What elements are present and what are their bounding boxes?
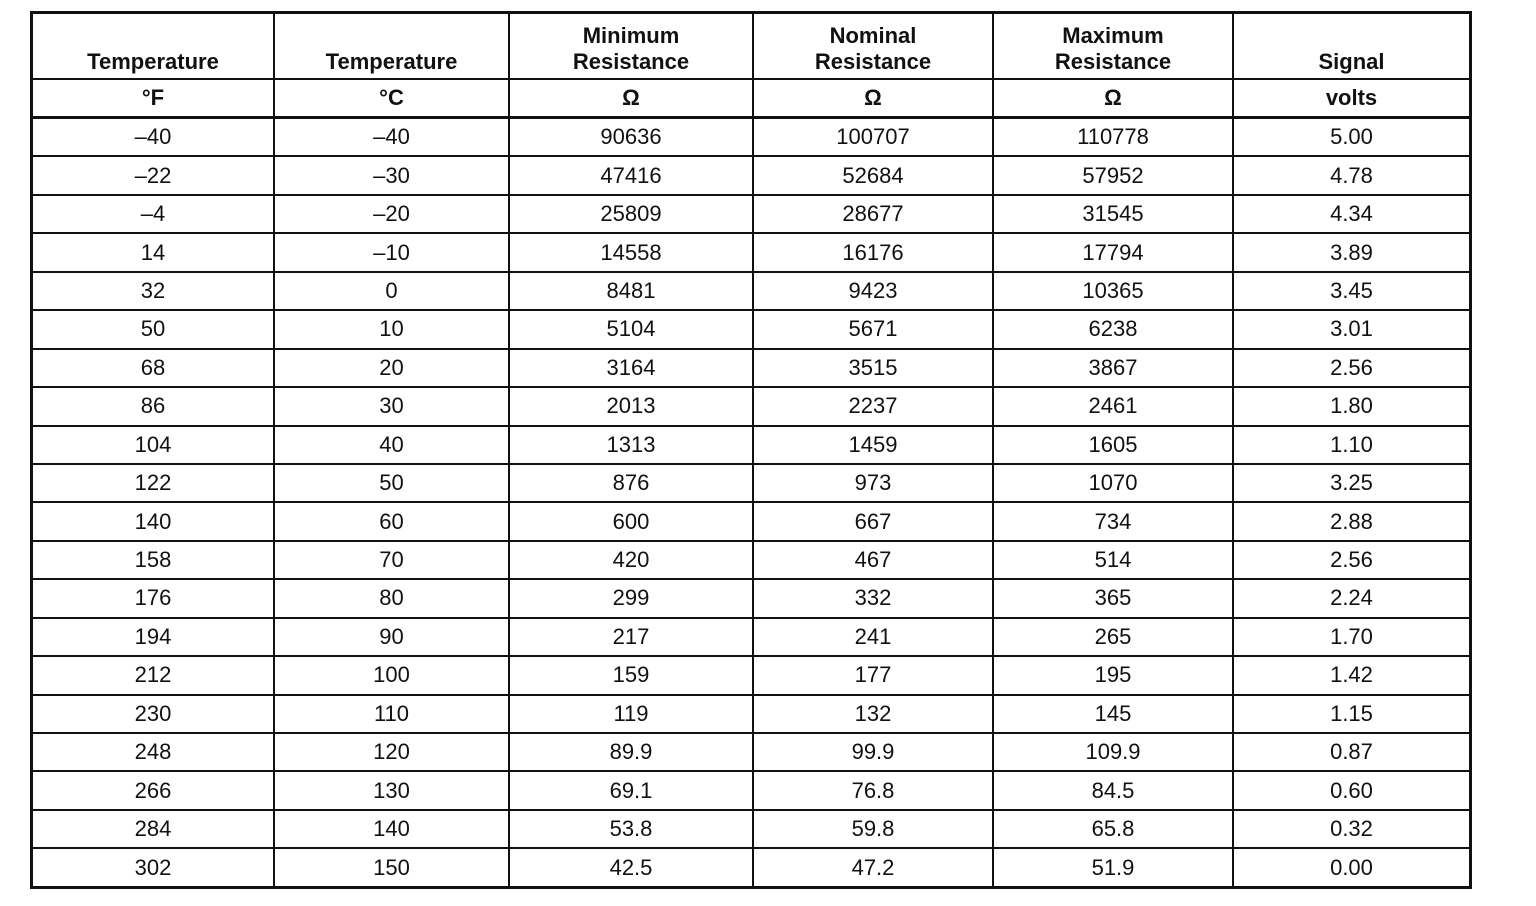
table-row: [33, 310, 1469, 348]
cell-max-resistance: 195: [993, 656, 1233, 694]
cell-max-resistance: 1605: [993, 426, 1233, 464]
cell-signal-volts: 5.00: [1233, 118, 1469, 157]
table-row: [33, 502, 1469, 540]
cell-temp-c: 30: [274, 387, 509, 425]
cell-min-resistance: 53.8: [509, 810, 753, 848]
cell-max-resistance: 514: [993, 541, 1233, 579]
cell-signal-volts: 4.78: [1233, 156, 1469, 194]
cell-min-resistance: 420: [509, 541, 753, 579]
table-row: [33, 272, 1469, 310]
header-line2: Temperature: [325, 49, 458, 74]
cell-signal-volts: 1.42: [1233, 656, 1469, 694]
cell-min-resistance: 89.9: [509, 733, 753, 771]
cell-signal-volts: 3.45: [1233, 272, 1469, 310]
table-row: [33, 810, 1469, 848]
cell-max-resistance: 57952: [993, 156, 1233, 194]
table-body: [33, 118, 1469, 887]
cell-nominal-resistance: 9423: [753, 272, 993, 310]
temperature-resistance-table-frame: [30, 11, 1472, 889]
cell-nominal-resistance: 59.8: [753, 810, 993, 848]
units-row: [33, 79, 1469, 118]
cell-min-resistance: 876: [509, 464, 753, 502]
cell-temp-f: 302: [33, 848, 274, 886]
cell-max-resistance: 31545: [993, 195, 1233, 233]
cell-min-resistance: 119: [509, 695, 753, 733]
cell-nominal-resistance: 99.9: [753, 733, 993, 771]
table-row: [33, 771, 1469, 809]
cell-temp-f: 122: [33, 464, 274, 502]
cell-temp-f: 176: [33, 579, 274, 617]
cell-temp-f: 266: [33, 771, 274, 809]
cell-min-resistance: 90636: [509, 118, 753, 157]
cell-max-resistance: 84.5: [993, 771, 1233, 809]
cell-nominal-resistance: 5671: [753, 310, 993, 348]
cell-temp-c: 10: [274, 310, 509, 348]
cell-max-resistance: 10365: [993, 272, 1233, 310]
header-minimum-resistance: [509, 14, 753, 79]
header-line2: Signal: [1318, 49, 1385, 74]
table-row: [33, 656, 1469, 694]
cell-min-resistance: 159: [509, 656, 753, 694]
cell-temp-f: 248: [33, 733, 274, 771]
table-row: [33, 349, 1469, 387]
unit-ohm-min: Ω: [509, 79, 753, 118]
cell-signal-volts: 3.89: [1233, 233, 1469, 271]
cell-min-resistance: 1313: [509, 426, 753, 464]
table-row: [33, 579, 1469, 617]
table-row: [33, 156, 1469, 194]
cell-nominal-resistance: 332: [753, 579, 993, 617]
cell-temp-c: 60: [274, 502, 509, 540]
cell-min-resistance: 42.5: [509, 848, 753, 886]
cell-signal-volts: 1.15: [1233, 695, 1469, 733]
cell-nominal-resistance: 177: [753, 656, 993, 694]
cell-temp-c: 120: [274, 733, 509, 771]
cell-temp-f: 212: [33, 656, 274, 694]
cell-temp-c: –20: [274, 195, 509, 233]
header-temperature-f: [33, 14, 274, 79]
cell-temp-c: 0: [274, 272, 509, 310]
cell-temp-f: 140: [33, 502, 274, 540]
cell-min-resistance: 600: [509, 502, 753, 540]
header-line1: Maximum: [1062, 23, 1164, 48]
cell-temp-c: 110: [274, 695, 509, 733]
cell-min-resistance: 14558: [509, 233, 753, 271]
cell-min-resistance: 3164: [509, 349, 753, 387]
cell-temp-c: 140: [274, 810, 509, 848]
cell-nominal-resistance: 467: [753, 541, 993, 579]
cell-temp-f: 230: [33, 695, 274, 733]
unit-volts: volts: [1233, 79, 1469, 118]
cell-temp-f: 284: [33, 810, 274, 848]
header-nominal-resistance: [753, 14, 993, 79]
cell-max-resistance: 3867: [993, 349, 1233, 387]
cell-temp-c: 100: [274, 656, 509, 694]
cell-nominal-resistance: 241: [753, 618, 993, 656]
table-row: [33, 695, 1469, 733]
cell-signal-volts: 2.24: [1233, 579, 1469, 617]
header-row: [33, 14, 1469, 79]
cell-max-resistance: 17794: [993, 233, 1233, 271]
header-line2: Resistance: [814, 49, 932, 74]
cell-signal-volts: 1.70: [1233, 618, 1469, 656]
cell-temp-c: 70: [274, 541, 509, 579]
cell-signal-volts: 0.87: [1233, 733, 1469, 771]
cell-temp-c: –30: [274, 156, 509, 194]
cell-temp-f: 50: [33, 310, 274, 348]
table-row: [33, 733, 1469, 771]
cell-max-resistance: 51.9: [993, 848, 1233, 886]
cell-temp-c: 150: [274, 848, 509, 886]
cell-signal-volts: 1.10: [1233, 426, 1469, 464]
cell-nominal-resistance: 2237: [753, 387, 993, 425]
table-row: [33, 195, 1469, 233]
cell-nominal-resistance: 76.8: [753, 771, 993, 809]
header-line2: Resistance: [1054, 49, 1172, 74]
cell-nominal-resistance: 1459: [753, 426, 993, 464]
header-maximum-resistance: [993, 14, 1233, 79]
cell-signal-volts: 2.56: [1233, 541, 1469, 579]
cell-nominal-resistance: 3515: [753, 349, 993, 387]
cell-temp-f: –40: [33, 118, 274, 157]
cell-max-resistance: 6238: [993, 310, 1233, 348]
cell-nominal-resistance: 667: [753, 502, 993, 540]
unit-celsius: °C: [274, 79, 509, 118]
table-row: [33, 426, 1469, 464]
table-row: [33, 541, 1469, 579]
cell-min-resistance: 2013: [509, 387, 753, 425]
table-row: [33, 848, 1469, 886]
cell-nominal-resistance: 47.2: [753, 848, 993, 886]
temperature-resistance-table: [33, 14, 1469, 886]
cell-nominal-resistance: 52684: [753, 156, 993, 194]
cell-temp-c: 40: [274, 426, 509, 464]
header-line2: Resistance: [572, 49, 690, 74]
cell-signal-volts: 0.60: [1233, 771, 1469, 809]
cell-temp-c: 90: [274, 618, 509, 656]
cell-max-resistance: 2461: [993, 387, 1233, 425]
cell-temp-f: 14: [33, 233, 274, 271]
table-row: [33, 618, 1469, 656]
cell-nominal-resistance: 973: [753, 464, 993, 502]
cell-nominal-resistance: 132: [753, 695, 993, 733]
cell-max-resistance: 109.9: [993, 733, 1233, 771]
cell-min-resistance: 217: [509, 618, 753, 656]
cell-signal-volts: 1.80: [1233, 387, 1469, 425]
cell-signal-volts: 3.25: [1233, 464, 1469, 502]
cell-signal-volts: 0.32: [1233, 810, 1469, 848]
cell-max-resistance: 110778: [993, 118, 1233, 157]
cell-temp-f: 86: [33, 387, 274, 425]
cell-min-resistance: 69.1: [509, 771, 753, 809]
table-row: [33, 233, 1469, 271]
table-row: [33, 387, 1469, 425]
cell-min-resistance: 299: [509, 579, 753, 617]
cell-signal-volts: 3.01: [1233, 310, 1469, 348]
cell-min-resistance: 25809: [509, 195, 753, 233]
cell-nominal-resistance: 28677: [753, 195, 993, 233]
cell-temp-f: 68: [33, 349, 274, 387]
cell-max-resistance: 65.8: [993, 810, 1233, 848]
cell-signal-volts: 2.88: [1233, 502, 1469, 540]
header-line2: Temperature: [87, 49, 219, 74]
cell-signal-volts: 4.34: [1233, 195, 1469, 233]
cell-temp-f: 104: [33, 426, 274, 464]
cell-min-resistance: 8481: [509, 272, 753, 310]
cell-max-resistance: 1070: [993, 464, 1233, 502]
cell-temp-f: –22: [33, 156, 274, 194]
cell-temp-f: 194: [33, 618, 274, 656]
cell-nominal-resistance: 100707: [753, 118, 993, 157]
header-temperature-c: [274, 14, 509, 79]
table-row: [33, 464, 1469, 502]
cell-temp-f: 158: [33, 541, 274, 579]
header-signal: [1233, 14, 1469, 79]
unit-ohm-max: Ω: [993, 79, 1233, 118]
cell-signal-volts: 2.56: [1233, 349, 1469, 387]
cell-temp-c: 130: [274, 771, 509, 809]
cell-temp-c: –10: [274, 233, 509, 271]
cell-max-resistance: 145: [993, 695, 1233, 733]
cell-temp-c: 20: [274, 349, 509, 387]
cell-temp-f: 32: [33, 272, 274, 310]
cell-temp-c: 80: [274, 579, 509, 617]
cell-nominal-resistance: 16176: [753, 233, 993, 271]
cell-max-resistance: 734: [993, 502, 1233, 540]
header-line1: Nominal: [829, 23, 917, 48]
cell-max-resistance: 265: [993, 618, 1233, 656]
cell-min-resistance: 47416: [509, 156, 753, 194]
header-line1: Minimum: [582, 23, 680, 48]
cell-temp-f: –4: [33, 195, 274, 233]
table-row: [33, 118, 1469, 157]
cell-signal-volts: 0.00: [1233, 848, 1469, 886]
unit-fahrenheit: °F: [33, 79, 274, 118]
cell-temp-c: 50: [274, 464, 509, 502]
unit-ohm-nominal: Ω: [753, 79, 993, 118]
cell-temp-c: –40: [274, 118, 509, 157]
cell-min-resistance: 5104: [509, 310, 753, 348]
cell-max-resistance: 365: [993, 579, 1233, 617]
